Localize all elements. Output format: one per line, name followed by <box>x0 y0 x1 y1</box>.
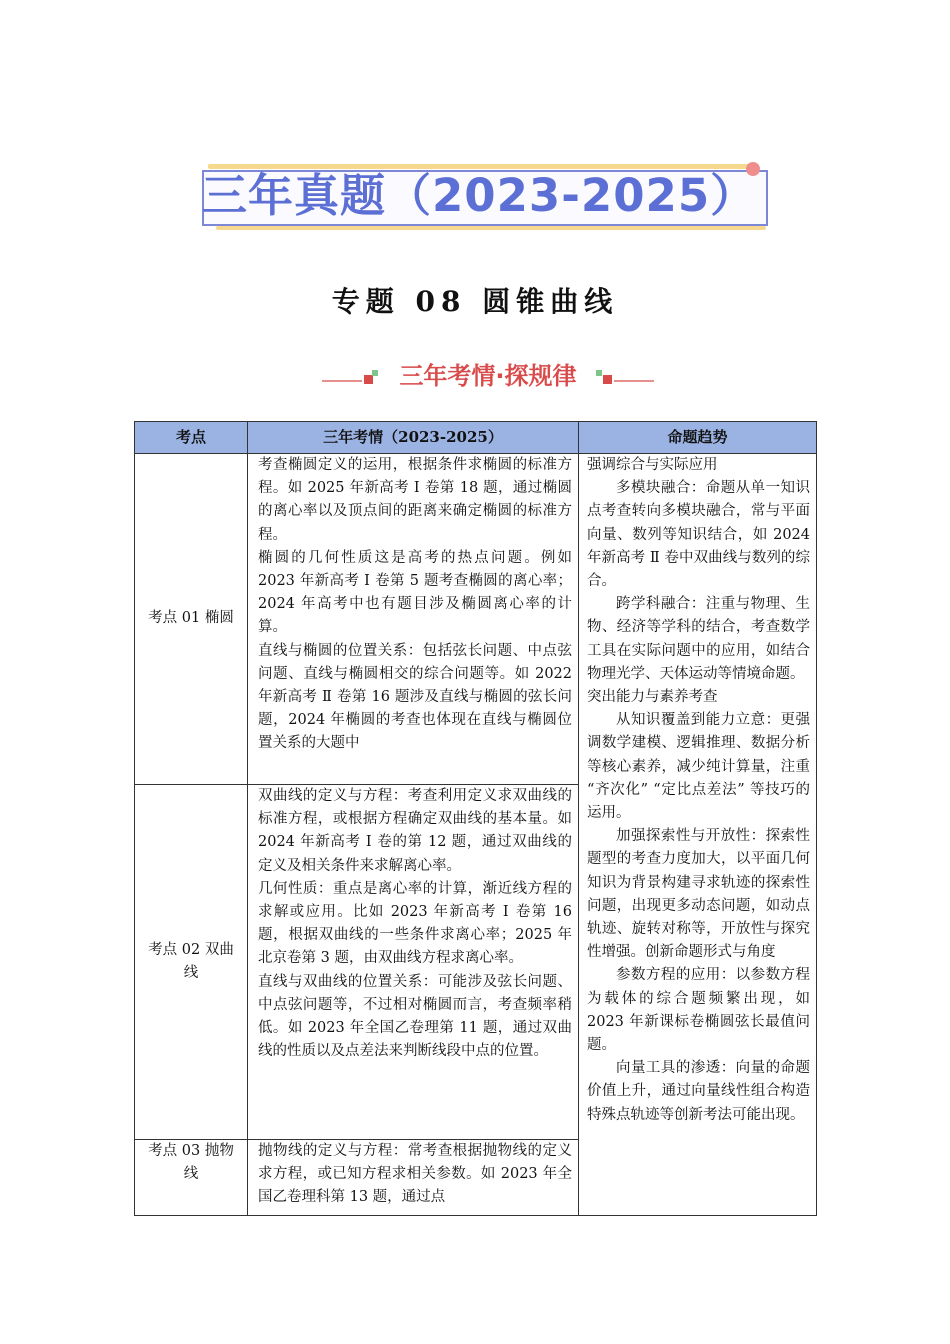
trend-paragraph: 多模块融合：命题从单一知识点考查转向多模块融合，常与平面向量、数列等知识结合，如 2024 年新高考 Ⅱ 卷中双曲线与数列的综合。 <box>587 480 810 590</box>
situation-paragraph: 直线与椭圆的位置关系：包括弦长问题、中点弦问题、直线与椭圆相交的综合问题等。如 2022 年新高考 Ⅱ 卷第 16 题涉及直线与椭圆的弦长问题，2024 年椭圆的考查也体现在直线与椭圆位置关系的大题中 <box>258 642 572 752</box>
section-header-line-right <box>614 380 654 382</box>
section-header-accent-right <box>596 370 602 376</box>
situation-paragraph: 考查椭圆定义的运用，根据条件求椭圆的标准方程。如 2025 年新高考 Ⅰ 卷第 18 题，通过椭圆的离心率以及顶点间的距离来确定椭圆的标准方程。 <box>258 457 572 543</box>
point-label: 考点 01 椭圆 <box>148 610 234 627</box>
point-cell <box>135 454 248 785</box>
situation-paragraph: 几何性质：重点是离心率的计算，渐近线方程的求解或应用。比如 2023 年新高考 Ⅰ 卷第 16 题，根据双曲线的一些条件求离心率；2025 年北京卷第 3 题，由双曲线方程求离心率。 <box>258 880 572 967</box>
trend-paragraph: 向量工具的渗透：向量的命题价值上升，通过向量线性组合构造特殊点轨迹等创新考法可能出现。 <box>587 1060 810 1123</box>
trend-paragraph: 参数方程的应用：以参数方程为载体的综合题频繁出现，如 2023 年新课标卷椭圆弦长最值问题。 <box>587 967 810 1054</box>
trend-paragraph: 从知识覆盖到能力立意：更强调数学建模、逻辑推理、数据分析等核心素养，减少纯计算量，注重 “齐次化” “定比点差法” 等技巧的运用。 <box>587 712 810 822</box>
situation-cell <box>248 785 579 1140</box>
header-trend: 命题趋势 <box>579 422 817 454</box>
point-label: 考点 02 双曲线 <box>148 941 234 981</box>
title-banner <box>202 164 770 230</box>
trend-paragraph: 加强探索性与开放性：探索性题型的考查力度加大，以平面几何知识为背景构建寻求轨迹的探索性问题，出现更多动态问题，如动点轨迹、旋转对称等，开放性与探究性增强。创新命题形式与角度 <box>587 828 810 961</box>
trend-paragraph: 突出能力与素养考查 <box>587 689 718 706</box>
table-header-row <box>135 422 817 454</box>
banner-stripe-bottom <box>216 226 766 230</box>
table-row <box>135 454 817 785</box>
section-header-square-right <box>603 375 612 384</box>
point-label: 考点 03 抛物线 <box>148 1143 234 1183</box>
point-cell <box>135 1140 248 1216</box>
situation-paragraph: 抛物线的定义与方程：常考查根据抛物线的定义求方程，或已知方程求相关参数。如 2023 年全国乙卷理科第 13 题，通过点 <box>258 1143 572 1206</box>
situation-cell <box>248 454 579 785</box>
section-header <box>322 358 654 394</box>
point-cell <box>135 785 248 1140</box>
situation-paragraph: 直线与双曲线的位置关系：可能涉及弦长问题、中点弦问题等，不过相对椭圆而言，考查频率稍低。如 2023 年全国乙卷理第 11 题，通过双曲线的性质以及点差法来判断线段中点的位置。 <box>258 973 572 1060</box>
situation-paragraph: 双曲线的定义与方程：考查利用定义求双曲线的标准方程，或根据方程确定双曲线的基本量。如 2024 年新高考 Ⅰ 卷的第 12 题，通过双曲线的定义及相关条件来求解离心率。 <box>258 788 572 874</box>
header-situation: 三年考情（2023-2025） <box>248 422 579 454</box>
exam-analysis-table <box>134 421 817 1216</box>
trend-cell <box>579 454 817 1216</box>
trend-paragraph: 强调综合与实际应用 <box>587 457 718 473</box>
document-title: 专题 08 圆锥曲线 <box>331 285 619 318</box>
section-header-text: 三年考情·探规律 <box>399 362 577 390</box>
situation-cell <box>248 1140 579 1216</box>
trend-paragraph: 跨学科融合：注重与物理、生物、经济等学科的结合，考查数学工具在实际问题中的应用，如结合物理光学、天体运动等情境命题。 <box>587 596 810 682</box>
situation-paragraph: 椭圆的几何性质这是高考的热点问题。例如 2023 年新高考 Ⅰ 卷第 5 题考查椭圆的离心率；2024 年高考中也有题目涉及椭圆离心率的计算。 <box>258 549 572 636</box>
header-point: 考点 <box>135 422 248 454</box>
banner-title: 三年真题（2023-2025） <box>202 169 757 222</box>
